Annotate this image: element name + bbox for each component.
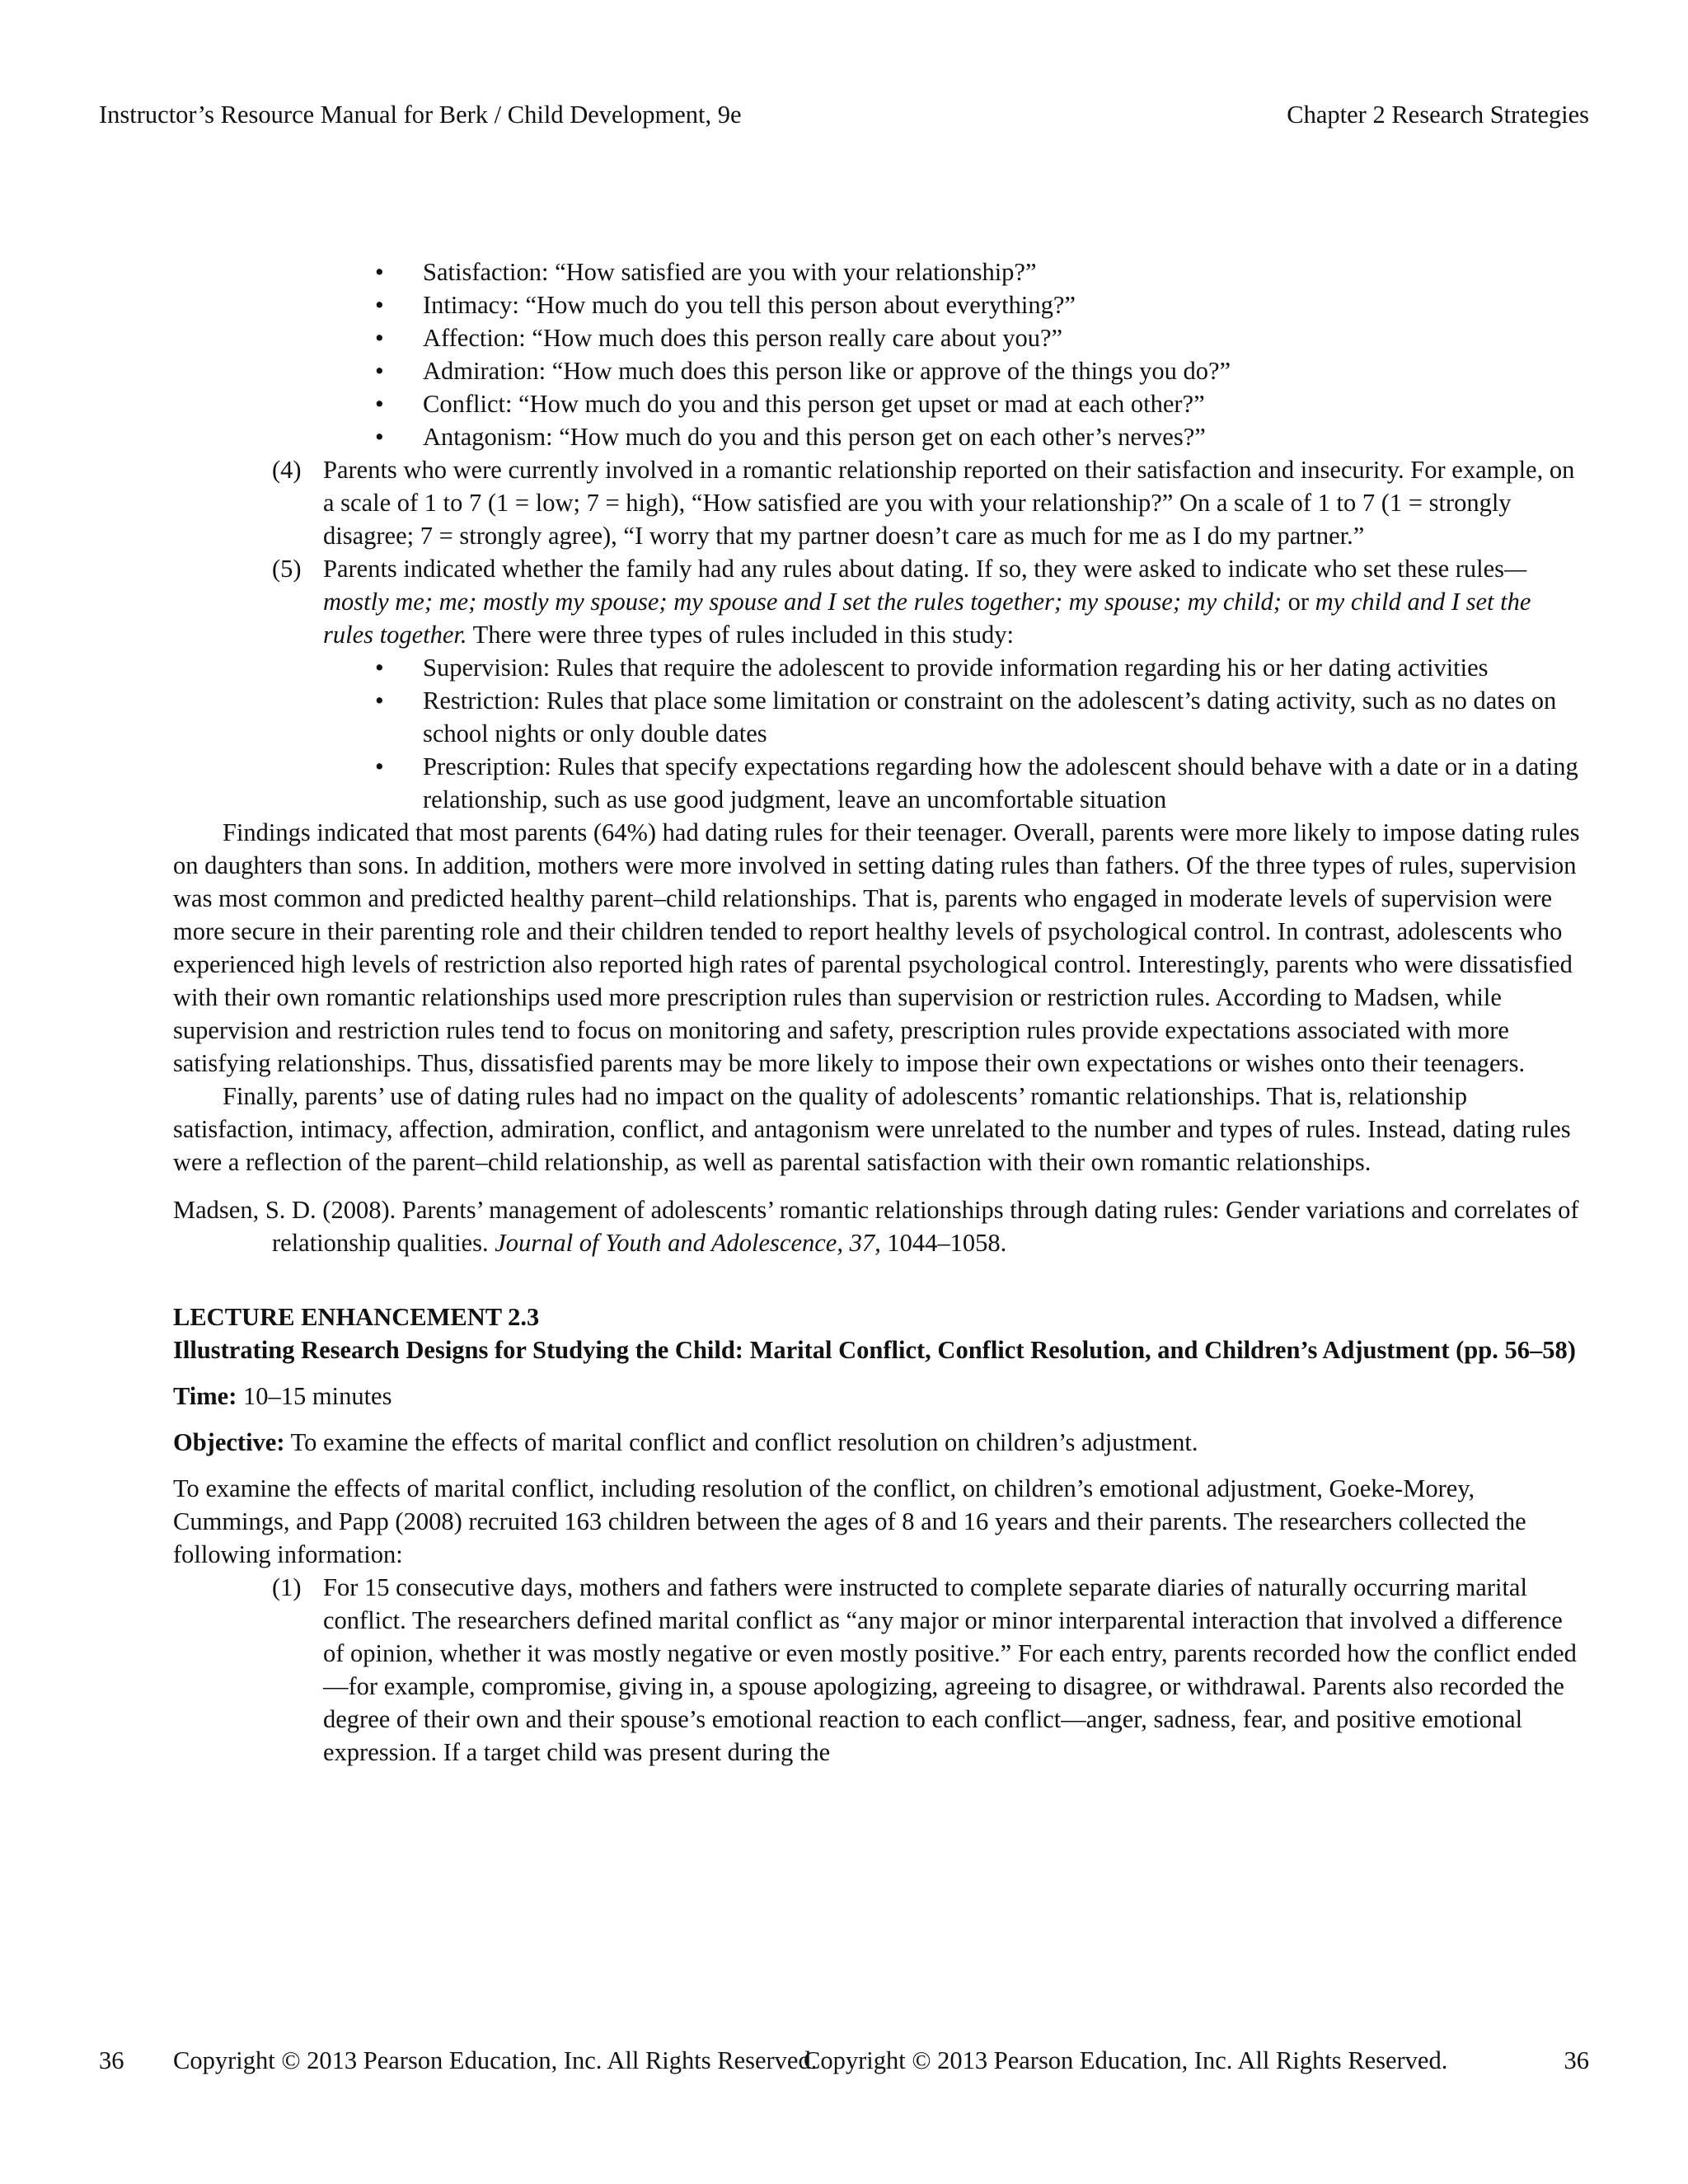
numbered-item-1 (173, 1571, 1587, 1769)
section-heading: LECTURE ENHANCEMENT 2.3 (173, 1303, 540, 1331)
copyright-right: Copyright © 2013 Pearson Education, Inc. All Rights Reserved. (804, 2046, 1448, 2074)
page-number-left: 36 (99, 2046, 124, 2074)
bullet-icon: • (375, 357, 384, 385)
item-text: Parents who were currently involved in a romantic relationship reported on their satisfaction and insecurity. For example, on a scale of 1 to 7 (1 = low; 7 = high), “How satisfied are you with your relationship?” On a scale of 1 to 7 (1 = strongly disagree; 7 = strongly agree), “I worry that my partner doesn’t care as much for me as I do my partner.” (323, 456, 1575, 550)
dating-rules-list (173, 651, 1587, 816)
objective-line: Objective: To examine the effects of marital conflict and conflict resolution on children’s adjustment. (173, 1428, 1198, 1456)
running-header-right: Chapter 2 Research Strategies (1287, 101, 1589, 129)
item-text: For 15 consecutive days, mothers and fathers were instructed to complete separate diaries of naturally occurring marital conflict. The researchers defined marital conflict as “any major or minor interparental interaction that involved a difference of opinion, whether it was mostly negative or even mostly positive.” For each entry, parents recorded how the conflict ended—for example, compromise, giving in, a spouse apologizing, agreeing to disagree, or withdrawal. Parents also recorded the degree of their own and their spouse’s emotional reaction to each conflict—anger, sadness, fear, and positive emotional expression. If a target child was present during the (323, 1573, 1577, 1766)
list-item: • Intimacy: “How much do you tell this person about everything?” (423, 288, 1587, 321)
running-header-left: Instructor’s Resource Manual for Berk / Child Development, 9e (99, 101, 742, 129)
page-body (173, 255, 1587, 1769)
bullet-icon: • (375, 324, 384, 352)
bullet-icon: • (375, 291, 384, 319)
item-text: Parents indicated whether the family had any rules about dating. If so, they were asked to indicate who set these rules—mostly me; me; mostly my spouse; my spouse and I set the rules together; my spouse; my child; or my child and I set the rules together. There were three types of rules included in this study: (323, 555, 1531, 649)
item-number: (4) (272, 456, 302, 484)
list-item: • Satisfaction: “How satisfied are you with your relationship?” (423, 255, 1587, 288)
item-number: (1) (272, 1573, 302, 1601)
bullet-icon: • (375, 687, 384, 715)
page-number-right: 36 (1564, 2046, 1589, 2074)
intro-paragraph: To examine the effects of marital conflict, including resolution of the conflict, on children’s emotional adjustment, Goeke-Morey, Cummings, and Papp (2008) recruited 163 children between the ages of 8 and 16 years and their parents. The researchers collected the following information: (173, 1474, 1526, 1568)
list-item: • Supervision: Rules that require the adolescent to provide information regarding his or her dating activities (423, 651, 1587, 684)
bullet-icon: • (375, 752, 384, 780)
copyright-left: Copyright © 2013 Pearson Education, Inc. All Rights Reserved. (173, 2046, 818, 2074)
bullet-icon: • (375, 390, 384, 418)
section-title: Illustrating Research Designs for Studying the Child: Marital Conflict, Conflict Resolution, and Children’s Adjustment (pp. 56–58) (173, 1336, 1576, 1364)
list-item: • Admiration: “How much does this person like or approve of the things you do?” (423, 354, 1587, 387)
list-item: • Conflict: “How much do you and this person get upset or mad at each other?” (423, 387, 1587, 420)
time-line: Time: 10–15 minutes (173, 1382, 392, 1410)
list-item: • Prescription: Rules that specify expectations regarding how the adolescent should behave with a date or in a dating relationship, such as use good judgment, leave an uncomfortable situation (423, 750, 1587, 816)
bullet-icon: • (375, 423, 384, 451)
numbered-item-5 (173, 552, 1587, 651)
findings-paragraph-2: Finally, parents’ use of dating rules had no impact on the quality of adolescents’ romantic relationships. That is, relationship satisfaction, intimacy, affection, admiration, conflict, and antagonism were unrelated to the number and types of rules. Instead, dating rules were a reflection of the parent–child relationship, as well as parental satisfaction with their own romantic relationships. (173, 1082, 1571, 1176)
bullet-icon: • (375, 258, 384, 286)
relationship-measures-list (173, 255, 1587, 453)
list-item: • Affection: “How much does this person really care about you?” (423, 321, 1587, 354)
findings-paragraph-1: Findings indicated that most parents (64%) had dating rules for their teenager. Overall, parents were more likely to impose dating rules on daughters than sons. In addition, mothers were more involved in setting dating rules than fathers. Of the three types of rules, supervision was most common and predicted healthy parent–child relationships. That is, parents who engaged in moderate levels of supervision were more secure in their parenting role and their children tended to report healthy levels of psychological control. In contrast, adolescents who experienced high levels of restriction also reported high rates of parental psychological control. Interestingly, parents who were dissatisfied with their own romantic relationships used more prescription rules than supervision or restriction rules. According to Madsen, while supervision and restriction rules tend to focus on monitoring and safety, prescription rules provide expectations associated with more satisfying relationships. Thus, dissatisfied parents may be more likely to impose their own expectations or wishes onto their teenagers. (173, 818, 1580, 1077)
list-item: • Restriction: Rules that place some limitation or constraint on the adolescent’s dating activity, such as no dates on school nights or only double dates (423, 684, 1587, 750)
reference-citation: Madsen, S. D. (2008). Parents’ management of adolescents’ romantic relationships through dating rules: Gender variations and correlates of relationship qualities. Journal of Youth and Adolescence, 37, 1044–1058. (173, 1196, 1579, 1257)
numbered-item-4 (173, 453, 1587, 552)
item-number: (5) (272, 555, 302, 583)
list-item: • Antagonism: “How much do you and this person get on each other’s nerves?” (423, 420, 1587, 453)
bullet-icon: • (375, 654, 384, 682)
